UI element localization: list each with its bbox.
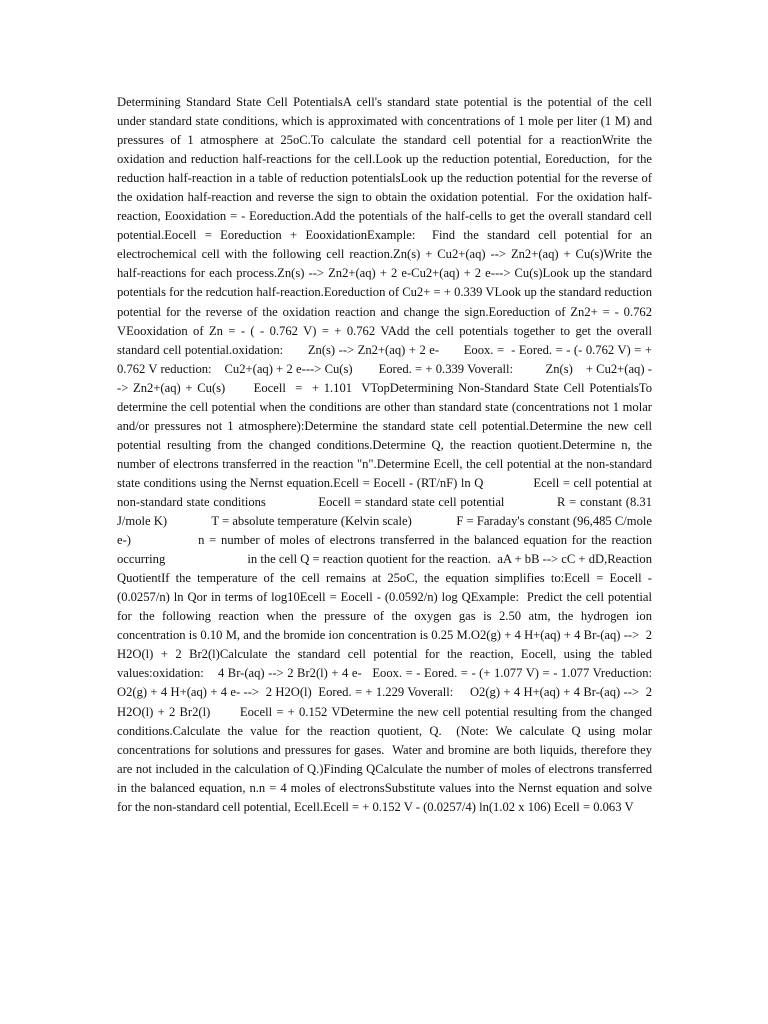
document-body-text: Determining Standard State Cell PotentialsA cell's standard state potential is the potential of the cell under standard state conditions, which is approximated with concentrations of 1 mole per liter (1 M) and pressures of 1 atmosphere at 25oC.To calculate the standard cell potential for a reactionWrite the oxidation and reduction half-reactions for the cell.Look up the reduction potential, Eoreduction, for the reduction half-reaction in a table of reduction potentialsLook up the reduction potential for the reverse of the oxidation half-reaction and reverse the sign to obtain the oxidation potential. For the oxidation half-reaction, Eooxidation = - Eoreduction.Add the potentials of the half-cells to get the overall standard cell potential.Eocell = Eoreduction + EooxidationExample: Find the standard cell potential for an electrochemical cell with the following cell reaction.Zn(s) + Cu2+(aq) --> Zn2+(aq) + Cu(s)Write the half-reactions for each process.Zn(s) --> Zn2+(aq) + 2 e-Cu2+(aq) + 2 e---> Cu(s)Look up the standard potentials for the redcution half-reaction.Eoreduction of Cu2+ = + 0.339 VLook up the standard reduction potential for the reverse of the oxidation reaction and change the sign.Eoreduction of Zn2+ = - 0.762 VEooxidation of Zn = - ( - 0.762 V) = + 0.762 VAdd the cell potentials together to get the overall standard cell potential.oxidation: Zn(s) --> Zn2+(aq) + 2 e- Eoox. = - Eored. = - (- 0.762 V) = + 0.762 V reduction: Cu2+(aq) + 2 e---> Cu(s) Eored. = + 0.339 Voverall: Zn(s) + Cu2+(aq) --> Zn2+(aq) + Cu(s) Eocell = + 1.101 VTopDetermining Non-Standard State Cell PotentialsTo determine the cell potential when the conditions are other than standard state (concentrations not 1 molar and/or pressures not 1 atmosphere):Determine the standard state cell potential.Determine the new cell potential resulting from the changed conditions.Determine Q, the reaction quotient.Determine n, the number of electrons transferred in the reaction "n".Determine Ecell, the cell potential at the non-standard state conditions using the Nernst equation.Ecell = Eocell - (RT/nF) ln Q Ecell = cell potential at non-standard state conditions Eocell = standard state cell potential R = constant (8.31 J/mole K) T = absolute temperature (Kelvin scale) F = Faraday's constant (96,485 C/mole e-) n = number of moles of electrons transferred in the balanced equation for the reaction occurring in the cell Q = reaction quotient for the reaction. aA + bB --> cC + dD,Reaction QuotientIf the temperature of the cell remains at 25oC, the equation simplifies to:Ecell = Eocell - (0.0257/n) ln Qor in terms of log10Ecell = Eocell - (0.0592/n) log QExample: Predict the cell potential for the following reaction when the pressure of the oxygen gas is 2.50 atm, the hydrogen ion concentration is 0.10 M, and the bromide ion concentration is 0.25 M.O2(g) + 4 H+(aq) + 4 Br-(aq) --> 2 H2O(l) + 2 Br2(l)Calculate the standard cell potential for the reaction, Eocell, using the tabled values:oxidation: 4 Br-(aq) --> 2 Br2(l) + 4 e- Eoox. = - Eored. = - (+ 1.077 V) = - 1.077 Vreduction: O2(g) + 4 H+(aq) + 4 e- --> 2 H2O(l) Eored. = + 1.229 Voverall: O2(g) + 4 H+(aq) + 4 Br-(aq) --> 2 H2O(l) + 2 Br2(l) Eocell = + 0.152 VDetermine the new cell potential resulting from the changed conditions.Calculate the value for the reaction quotient, Q. (Note: We calculate Q using molar concentrations for solutions and pressures for gases. Water and bromine are both liquids, therefore they are not included in the calculation of Q.)Finding QCalculate the number of moles of electrons transferred in the balanced equation, n.n = 4 moles of electronsSubstitute values into the Nernst equation and solve for the non-standard cell potential, Ecell.Ecell = + 0.152 V - (0.0257/4) ln(1.02 x 106) Ecell = 0.063 V bbox=[117, 95, 665, 814]
